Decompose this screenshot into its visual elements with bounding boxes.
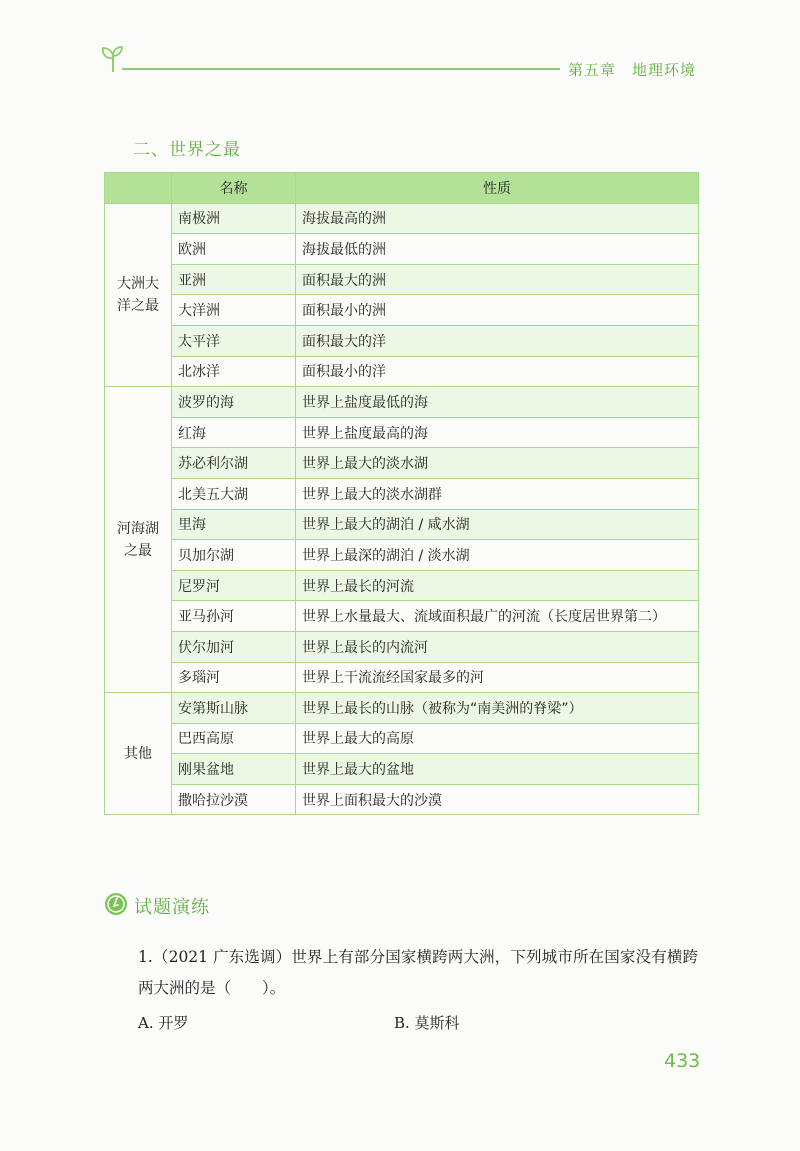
table-row [105, 356, 699, 387]
name-cell: 红海 [172, 417, 296, 448]
category-label: 河海湖 [117, 520, 159, 537]
table-row [105, 662, 699, 693]
nature-cell: 世界上最长的山脉（被称为“南美洲的脊梁”） [296, 693, 699, 724]
name-cell: 南极洲 [172, 203, 296, 234]
table-row [105, 264, 699, 295]
table-row [105, 203, 699, 234]
practice-icon [104, 892, 128, 916]
header-blank-cell [105, 173, 172, 204]
name-cell: 北冰洋 [172, 356, 296, 387]
nature-cell: 世界上最长的内流河 [296, 631, 699, 662]
nature-cell: 世界上最大的淡水湖 [296, 448, 699, 479]
section-title: 二、世界之最 [133, 140, 241, 160]
nature-cell: 海拔最高的洲 [296, 203, 699, 234]
name-cell: 里海 [172, 509, 296, 540]
table-row [105, 784, 699, 815]
name-cell: 亚洲 [172, 264, 296, 295]
table-row [105, 417, 699, 448]
nature-cell: 世界上最长的河流 [296, 570, 699, 601]
name-cell: 亚马孙河 [172, 601, 296, 632]
table-row [105, 631, 699, 662]
category-label: 大洲大 [117, 275, 159, 292]
nature-cell: 面积最大的洲 [296, 264, 699, 295]
name-cell: 撒哈拉沙漠 [172, 784, 296, 815]
category-cell [105, 387, 172, 693]
page-number: 433 [664, 1050, 701, 1072]
nature-cell: 世界上最大的湖泊 / 咸水湖 [296, 509, 699, 540]
table-row [105, 234, 699, 265]
nature-cell: 面积最大的洋 [296, 325, 699, 356]
table-header-row [105, 173, 699, 204]
name-cell: 多瑙河 [172, 662, 296, 693]
category-label: 洋之最 [117, 297, 159, 314]
table-row [105, 478, 699, 509]
table-row [105, 723, 699, 754]
column-header-nature: 性质 [296, 173, 699, 204]
nature-cell: 世界上最深的湖泊 / 淡水湖 [296, 540, 699, 571]
table-row [105, 325, 699, 356]
column-header-name: 名称 [172, 173, 296, 204]
nature-cell: 海拔最低的洲 [296, 234, 699, 265]
table-row [105, 295, 699, 326]
nature-cell: 世界上最大的淡水湖群 [296, 478, 699, 509]
name-cell: 尼罗河 [172, 570, 296, 601]
table-row [105, 448, 699, 479]
table-row [105, 570, 699, 601]
nature-cell: 面积最小的洲 [296, 295, 699, 326]
chapter-title: 第五章 地理环境 [568, 61, 697, 79]
name-cell: 刚果盆地 [172, 754, 296, 785]
nature-cell: 世界上面积最大的沙漠 [296, 784, 699, 815]
category-label: 其他 [124, 745, 152, 762]
table-row [105, 601, 699, 632]
category-label: 之最 [124, 542, 152, 559]
name-cell: 大洋洲 [172, 295, 296, 326]
name-cell: 北美五大湖 [172, 478, 296, 509]
category-cell [105, 693, 172, 815]
table-row [105, 540, 699, 571]
option-b: B. 莫斯科 [394, 1014, 460, 1032]
table-row [105, 693, 699, 724]
name-cell: 波罗的海 [172, 387, 296, 418]
world-records-table [104, 172, 699, 815]
name-cell: 贝加尔湖 [172, 540, 296, 571]
practice-section-title: 试题演练 [134, 897, 210, 918]
name-cell: 欧洲 [172, 234, 296, 265]
header-rule [122, 68, 560, 70]
name-cell: 苏必利尔湖 [172, 448, 296, 479]
table-row [105, 754, 699, 785]
name-cell: 伏尔加河 [172, 631, 296, 662]
nature-cell: 世界上最大的盆地 [296, 754, 699, 785]
table-row [105, 509, 699, 540]
table-row [105, 387, 699, 418]
nature-cell: 世界上水量最大、流域面积最广的河流（长度居世界第二） [296, 601, 699, 632]
option-a: A. 开罗 [138, 1014, 189, 1032]
category-cell [105, 203, 172, 387]
question-1-text: 1.（2021 广东选调）世界上有部分国家横跨两大洲，下列城市所在国家没有横跨两大洲的是（ ）。 [138, 948, 698, 997]
nature-cell: 世界上盐度最高的海 [296, 417, 699, 448]
name-cell: 太平洋 [172, 325, 296, 356]
name-cell: 巴西高原 [172, 723, 296, 754]
name-cell: 安第斯山脉 [172, 693, 296, 724]
nature-cell: 世界上干流流经国家最多的河 [296, 662, 699, 693]
nature-cell: 世界上盐度最低的海 [296, 387, 699, 418]
nature-cell: 面积最小的洋 [296, 356, 699, 387]
nature-cell: 世界上最大的高原 [296, 723, 699, 754]
